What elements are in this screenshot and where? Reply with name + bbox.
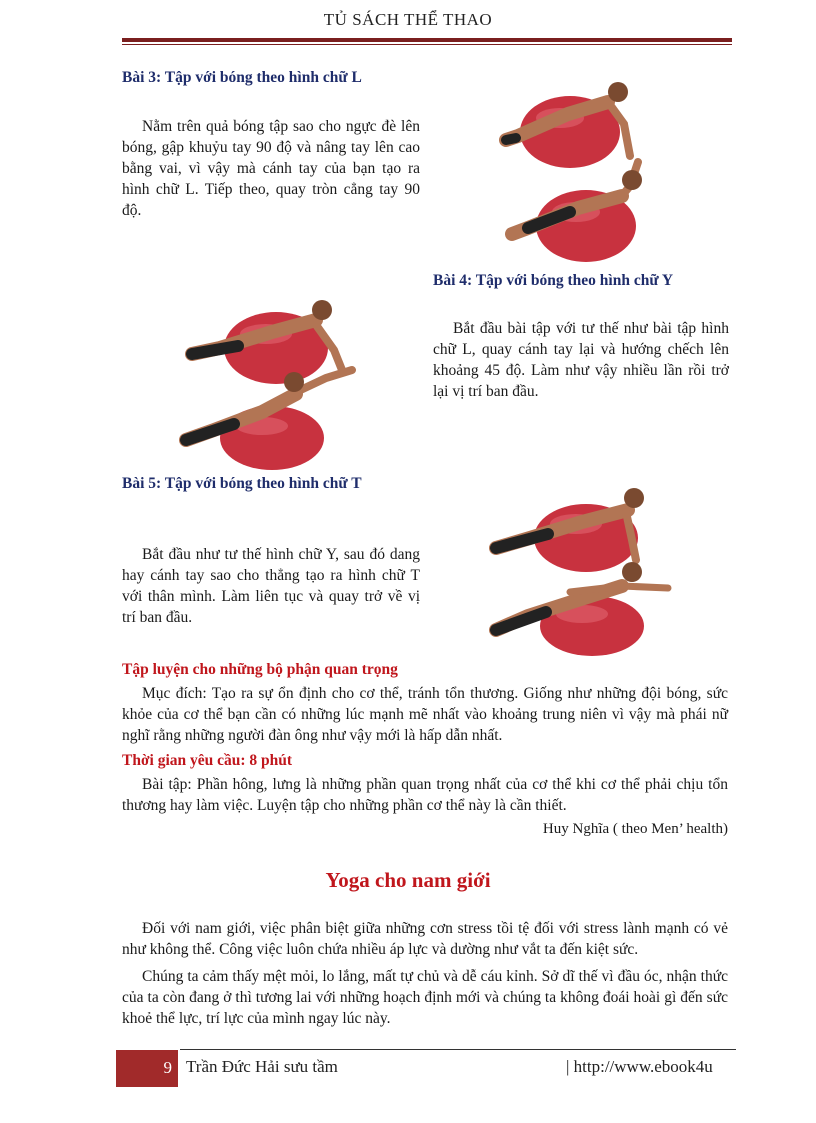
exercise-4-photo [176,290,362,470]
exercise-3-illustration [498,66,668,262]
exercise-5-illustration [482,476,672,656]
running-header: TỦ SÁCH THỂ THAO [323,10,493,29]
exercise-5-photo [482,476,672,656]
exercise-3-title: Bài 3: Tập với bóng theo hình chữ L [122,69,362,86]
exercise-4-illustration [176,290,362,470]
exercise-3-text: Nằm trên quả bóng tập sao cho ngực đè lên bóng, gập khuỷu tay 90 độ và nâng tay lên cao bằng vai, vì vậy mà cánh tay của bạn tạo ra hình chữ L. Tiếp theo, quay tròn cẳng tay 90 độ. [122,118,420,219]
page-number: 9 [116,1050,178,1087]
yoga-paragraph-1: Đối với nam giới, việc phân biệt giữa những cơn stress tồi tệ đối với stress lành mạnh có vẻ như không thể. Công việc luôn chứa nhiều áp lực và dường như vắt ta đến kiệt sức. [122,920,728,958]
section-title: Tập luyện cho những bộ phận quan trọng [122,661,398,678]
exercise-5-text: Bắt đầu như tư thế hình chữ Y, sau đó dang hay cánh tay sao cho thẳng tạo ra hình chữ T với thân mình. Làm liên tục và quay trở về vị trí ban đầu. [122,546,420,626]
exercise-5-title: Bài 5: Tập với bóng theo hình chữ T [122,475,362,492]
time-label: Thời gian yêu cầu: 8 phút [122,752,293,769]
exercise-3-photo [498,66,668,262]
section-exercise-text: Bài tập: Phần hông, lưng là những phần quan trọng nhất của cơ thể khi cơ thể phải chịu tổn thương hay làm việc. Luyện tập cho những phần cơ thể này là cần thiết. [122,776,728,814]
exercise-4-title: Bài 4: Tập với bóng theo hình chữ Y [433,272,674,289]
yoga-paragraph-2: Chúng ta cảm thấy mệt mỏi, lo lắng, mất tự chủ và dễ cáu kỉnh. Sở dĩ thế vì đầu óc, nhận thức của ta còn đang ở thì tương lai với những hoạch định mới và chúng ta không đoái hoài gì đến sức khoẻ thể lực, trí lực của mình ngay lúc này. [122,968,728,1027]
article-credit: Huy Nghĩa ( theo Men’ health) [542,821,728,837]
footer-url[interactable]: | http://www.ebook4u [566,1057,713,1076]
header-rule [122,38,732,45]
yoga-title: Yoga cho nam giới [325,868,491,892]
footer-rule [180,1049,736,1050]
footer-author: Trần Đức Hải sưu tầm [186,1057,338,1076]
exercise-4-text: Bắt đầu bài tập với tư thế như bài tập hình chữ L, quay cánh tay lại và hướng chếch lên khoảng 45 độ. Làm như vậy nhiều lần rồi trở lại vị trí ban đầu. [433,320,729,400]
section-purpose: Mục đích: Tạo ra sự ổn định cho cơ thể, tránh tổn thương. Giống như những đội bóng, sức khỏe của cơ thể bạn cần có những lúc mạnh mẽ nhất vào khoảng trung niên vì vậy mà phái nữ nghĩ rằng những người đàn ông như vậy mới là hấp dẫn nhất. [122,685,728,744]
